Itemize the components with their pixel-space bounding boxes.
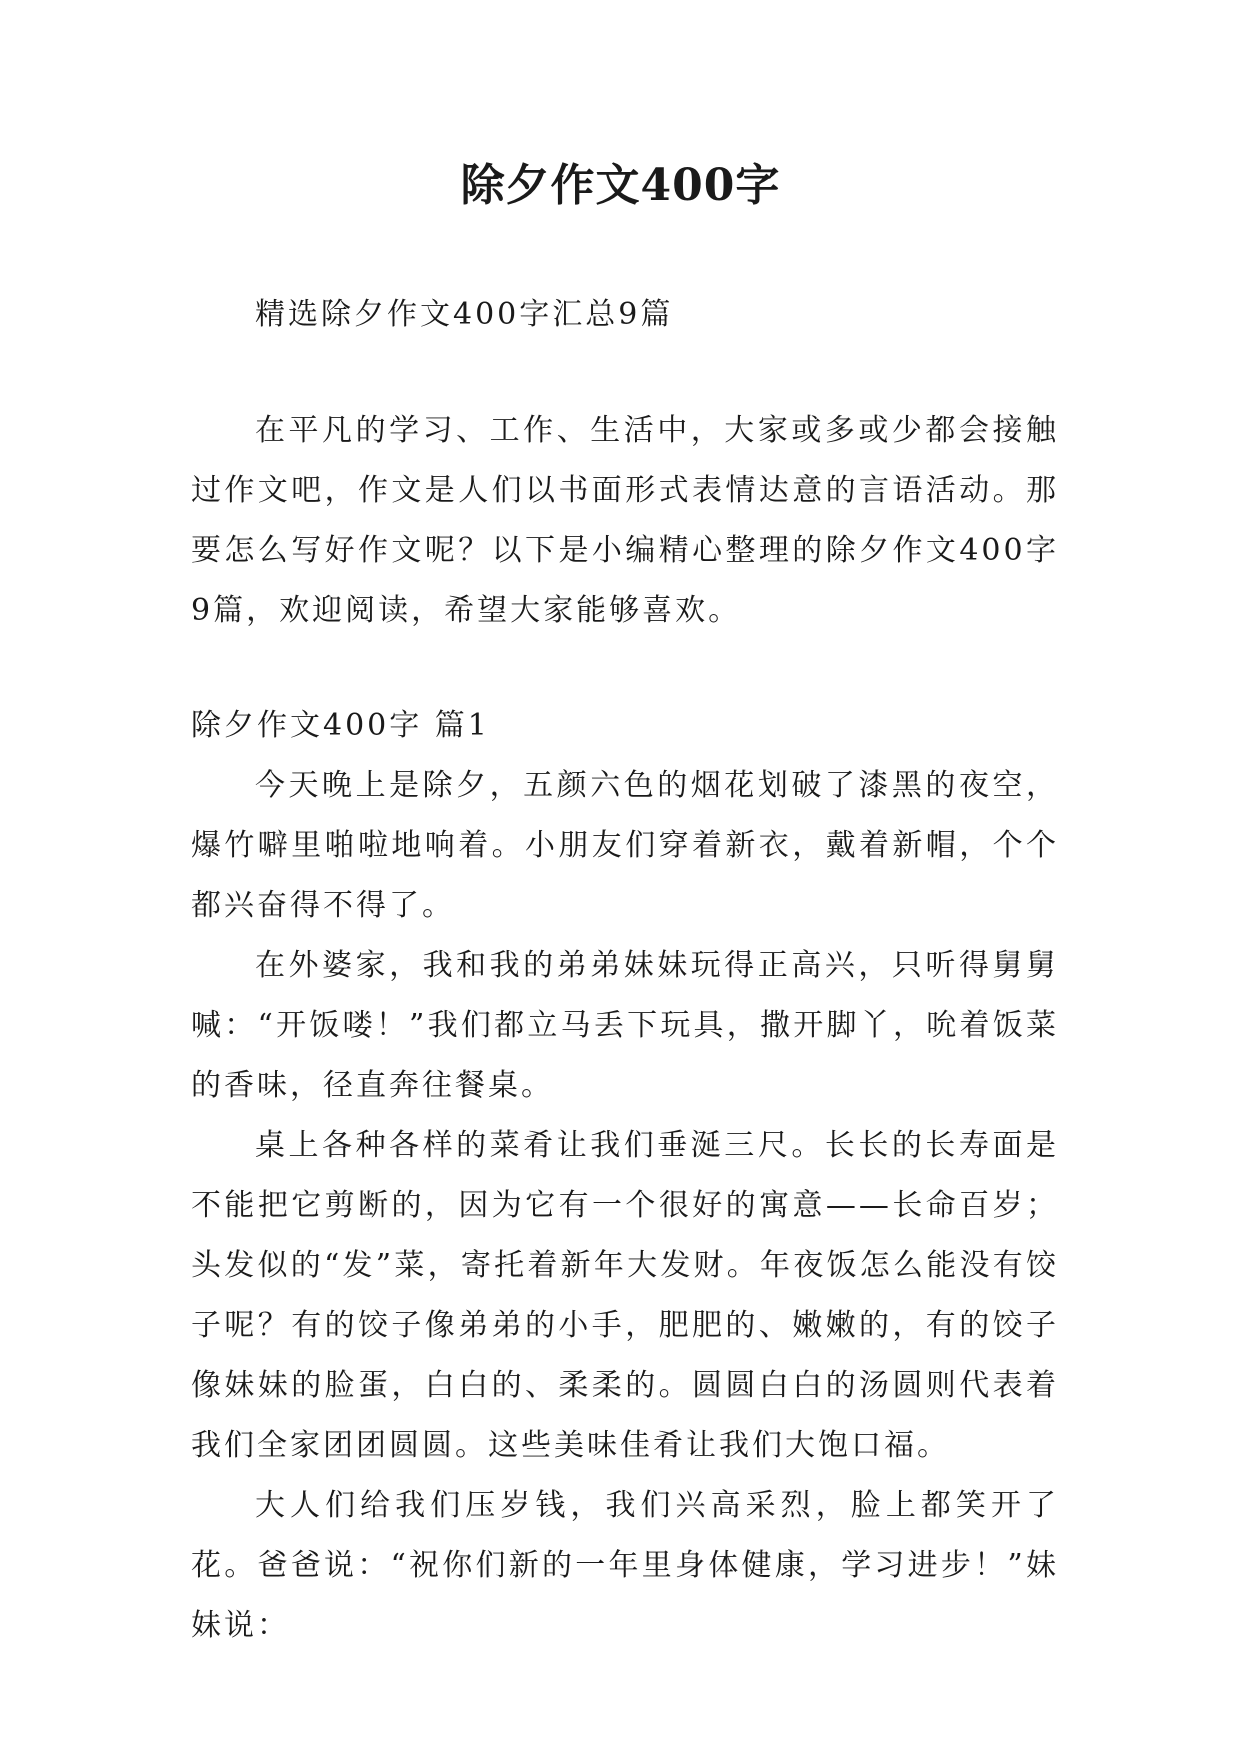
section-heading: 除夕作文400字 篇1 <box>191 708 490 743</box>
document-subtitle: 精选除夕作文400字汇总9篇 <box>255 297 674 332</box>
essay-paragraph: 今天晚上是除夕，五颜六色的烟花划破了漆黑的夜空，爆竹噼里啪啦地响着。小朋友们穿着新衣，戴着新帽，个个都兴奋得不得了。 <box>191 768 1059 923</box>
intro-paragraph: 在平凡的学习、工作、生活中，大家或多或少都会接触过作文吧，作文是人们以书面形式表情达意的言语活动。那要怎么写好作文呢？以下是小编精心整理的除夕作文400字9篇，欢迎阅读，希望大家能够喜欢。 <box>191 413 1059 628</box>
document-title: 除夕作文400字 <box>460 160 781 211</box>
essay-paragraph: 大人们给我们压岁钱，我们兴高采烈，脸上都笑开了花。爸爸说：“祝你们新的一年里身体健康，学习进步！”妹妹说： <box>191 1488 1059 1643</box>
essay-section <box>191 696 1059 1656</box>
essay-paragraph: 桌上各种各样的菜肴让我们垂涎三尺。长长的长寿面是不能把它剪断的，因为它有一个很好的寓意——长命百岁；头发似的“发”菜，寄托着新年大发财。年夜饭怎么能没有饺子呢？有的饺子像弟弟的小手，肥肥的、嫩嫩的，有的饺子像妹妹的脸蛋，白白的、柔柔的。圆圆白白的汤圆则代表着我们全家团团圆圆。这些美味佳肴让我们大饱口福。 <box>191 1128 1059 1463</box>
essay-paragraph: 在外婆家，我和我的弟弟妹妹玩得正高兴，只听得舅舅喊：“开饭喽！”我们都立马丢下玩具，撒开脚丫，吮着饭菜的香味，径直奔往餐桌。 <box>191 948 1059 1103</box>
